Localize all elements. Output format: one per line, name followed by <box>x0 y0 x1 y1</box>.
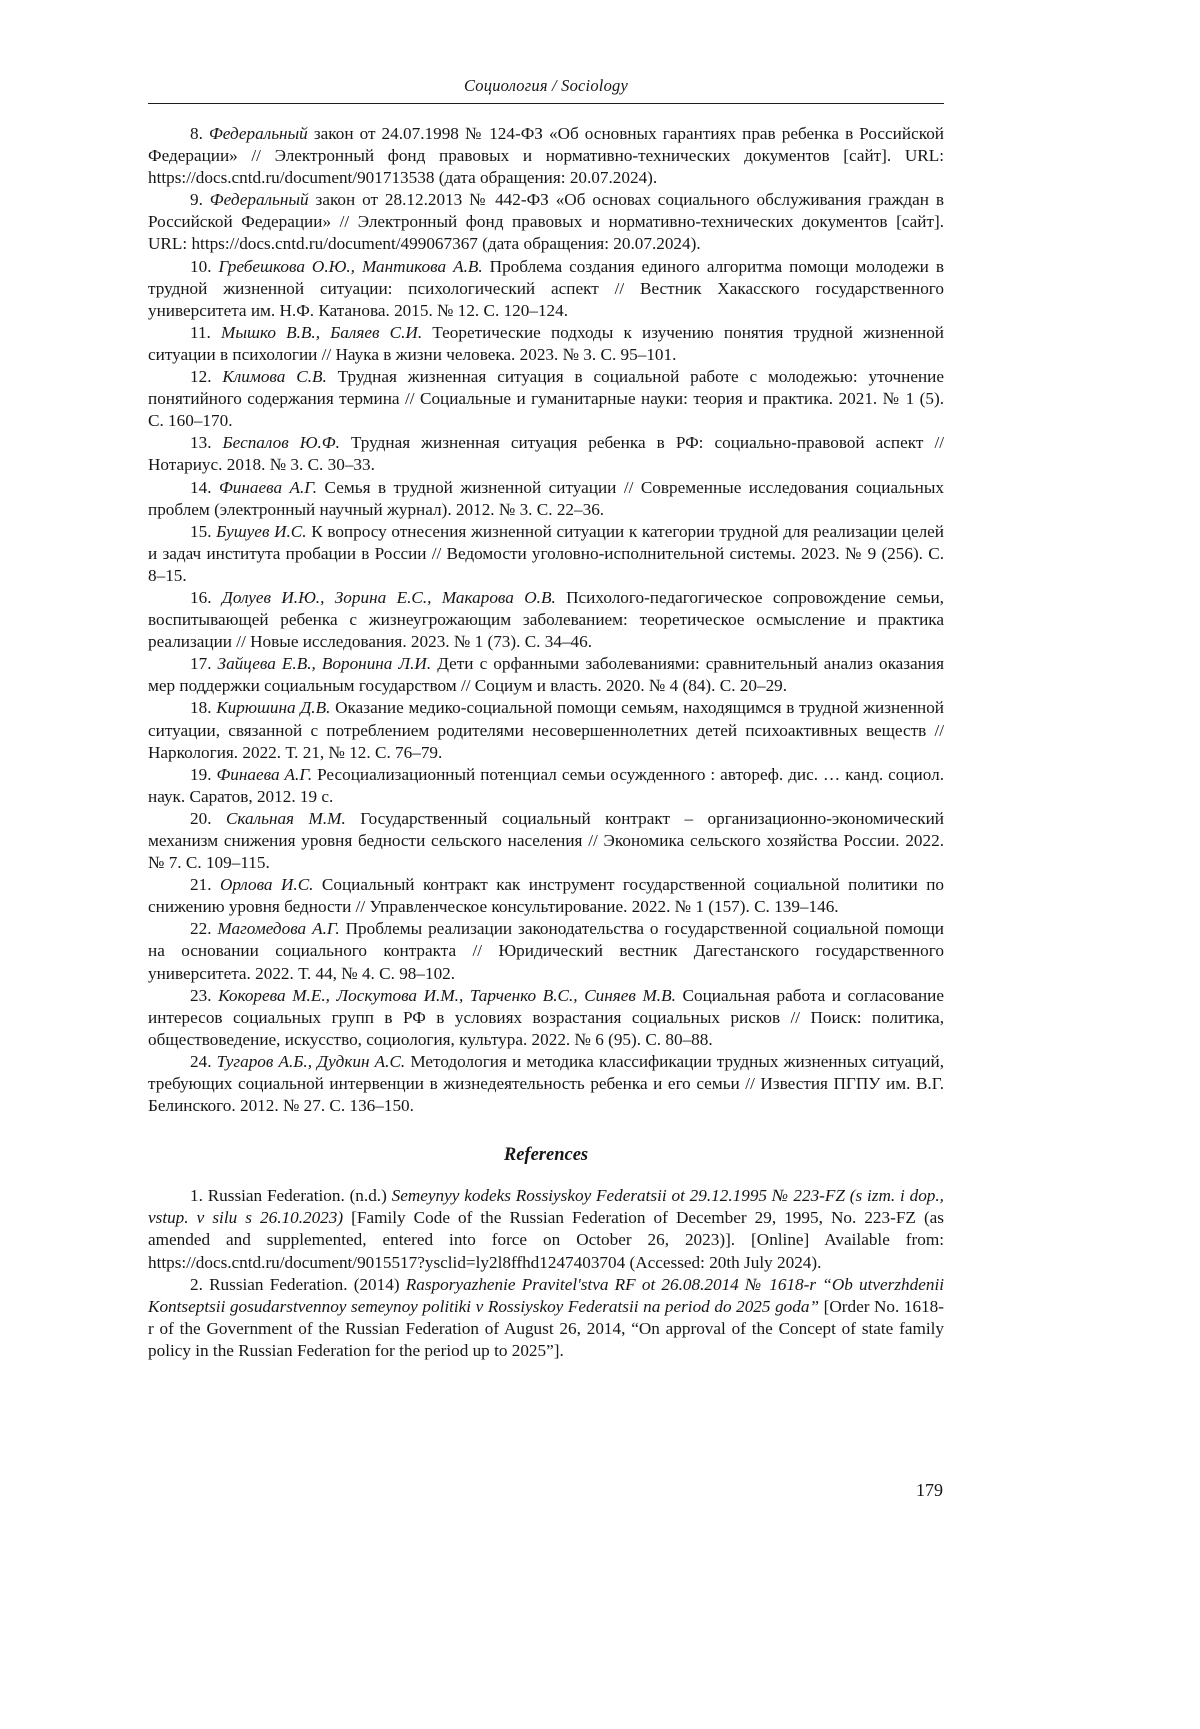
reference-lead: 16. <box>190 587 212 607</box>
reference-item <box>148 189 944 255</box>
reference-item <box>148 432 944 476</box>
reference-item <box>148 521 944 587</box>
reference-authors: Тугаров А.Б., Дудкин А.С. <box>211 1051 406 1071</box>
page-content <box>148 0 944 1362</box>
reference-item <box>148 1051 944 1117</box>
reference-lead: 22. <box>190 919 212 939</box>
reference-text: Дети с орфанными заболеваниями: сравнительный анализ оказания мер поддержки социальным государством // Социум и власть. 2020. № 4 (84). С. 20–29. <box>148 654 945 696</box>
reference-text: Государственный социальный контракт – организационно-экономический механизм снижения уровня бедности сельского населения // Экономика сельского хозяйства России. 2022. № 7. С. 109–115. <box>148 808 944 873</box>
references-heading: References <box>503 1145 589 1166</box>
reference-lead: 15. <box>190 521 212 541</box>
reference-item <box>148 1185 944 1273</box>
reference-text: Психолого-педагогическое сопровождение семьи, воспитывающей ребенка с жизнеугрожающим заболеванием: теоретическое осмысление и практика реализации // Новые исследования. 2023. № 1 (73). С. 34–46. <box>148 587 944 652</box>
reference-text: [Family Code of the Russian Federation of December 29, 1995, No. 223-FZ (as amended and supplemented, entered into force on October 26, 2023)]. [Online] Available from: https://docs.cntd.ru/document/9015517?ysclid=ly2l8ffhd1247403704 (Accessed: 20th July 2024). <box>148 1208 944 1272</box>
reference-lead: 8. <box>190 124 203 143</box>
reference-authors: Гребешкова О.Ю., Мантикова А.В. <box>211 256 483 276</box>
reference-authors: Скальная М.М. <box>211 808 346 828</box>
reference-item <box>148 1274 944 1362</box>
reference-text: Социальная работа и согласование интересов социальных групп в РФ в условиях возрастания социальных рисков // Поиск: политика, обществоведение, искусство, социология, культура. 2022. № 6 (95). С. 80–88. <box>148 985 944 1049</box>
reference-lead: 18. <box>190 698 212 718</box>
reference-lead: 11. <box>190 322 211 342</box>
reference-text: Трудная жизненная ситуация ребенка в РФ: социально-правовой аспект // Нотариус. 2018. № 3. С. 30–33. <box>148 433 944 475</box>
reference-lead: 2. Russian Federation. (2014) <box>190 1274 400 1294</box>
reference-lead: 24. <box>190 1051 212 1071</box>
reference-item <box>148 985 944 1051</box>
reference-item <box>148 477 944 521</box>
reference-item <box>148 808 944 874</box>
reference-item <box>148 256 944 322</box>
reference-authors: Зайцева Е.В., Воронина Л.И. <box>211 654 432 674</box>
reference-text: К вопросу отнесения жизненной ситуации к категории трудной для реализации целей и задач института пробации в России // Ведомости уголовно-исполнительной системы. 2023. № 9 (256). С. 8–15. <box>148 521 944 585</box>
reference-authors: Мышко В.В., Баляев С.И. <box>210 322 423 342</box>
reference-authors: Орлова И.С. <box>211 875 314 895</box>
english-references-list <box>148 1185 944 1362</box>
reference-italic-part: Semeynyy kodeks Rossiyskoy Federatsii ot 29.12.1995 № 223-FZ (s izm. i dop., vstup. v silu s 26.10.2023) <box>148 1186 944 1228</box>
reference-authors: Финаева А.Г. <box>211 764 313 784</box>
reference-text: Семья в трудной жизненной ситуации // Современные исследования социальных проблем (электронный научный журнал). 2012. № 3. С. 22–36. <box>148 477 944 519</box>
page-number: 179 <box>916 1480 943 1500</box>
reference-text: закон от 24.07.1998 № 124-ФЗ «Об основных гарантиях прав ребенка в Российской Федерации» // Электронный фонд правовых и нормативно-технических документов [сайт]. URL: https://docs.cntd.ru/document/901713538 (дата обращения: 20.07.2024). <box>148 124 944 188</box>
reference-lead: 1. Russian Federation. (n.d.) <box>190 1186 387 1206</box>
reference-authors: Кирюшина Д.В. <box>211 698 331 718</box>
reference-authors: Финаева А.Г. <box>211 477 318 497</box>
reference-text: Ресоциализационный потенциал семьи осужденного : автореф. дис. … канд. социол. наук. Саратов, 2012. 19 с. <box>148 764 944 806</box>
running-head-title: Социология / Sociology <box>463 76 628 95</box>
reference-item <box>148 366 944 432</box>
russian-references-list <box>148 123 944 1117</box>
reference-lead: 19. <box>190 764 212 784</box>
reference-text: Методология и методика классификации трудных жизненных ситуаций, требующих социальной интервенции в жизнедеятельность ребенка и его семьи // Известия ПГПУ им. В.Г. Белинского. 2012. № 27. С. 136–150. <box>148 1051 944 1116</box>
reference-lead: 17. <box>190 654 212 674</box>
reference-text: Проблемы реализации законодательства о государственной социальной помощи на основании социального контракта // Юридический вестник Дагестанского государственного университета. 2022. Т. 44, № 4. С. 98–102. <box>148 919 944 983</box>
reference-lead: 10. <box>190 256 212 276</box>
reference-authors: Беспалов Ю.Ф. <box>211 433 340 453</box>
reference-authors: Климова С.В. <box>211 367 327 387</box>
running-head <box>148 76 944 104</box>
reference-authors: Кокорева М.Е., Лоскутова И.М., Тарченко В.С., Синяев М.В. <box>211 985 676 1005</box>
reference-text: Теоретические подходы к изучению понятия трудной жизненной ситуации в психологии // Наука в жизни человека. 2023. № 3. С. 95–101. <box>148 322 944 364</box>
reference-text: Проблема создания единого алгоритма помощи молодежи в трудной жизненной ситуации: психологический аспект // Вестник Хакасского государственного университета им. Н.Ф. Катанова. 2015. № 12. С. 120–124. <box>148 256 944 320</box>
reference-item <box>148 697 944 763</box>
reference-item <box>148 653 944 697</box>
reference-italic-part: Федеральный <box>202 124 308 143</box>
reference-authors: Долуев И.Ю., Зорина Е.С., Макарова О.В. <box>211 587 556 607</box>
reference-lead: 13. <box>190 433 212 453</box>
reference-text: Трудная жизненная ситуация в социальной работе с молодежью: уточнение понятийного содержания термина // Социальные и гуманитарные науки: теория и практика. 2021. № 1 (5). С. 160–170. <box>148 367 944 431</box>
reference-text: Оказание медико-социальной помощи семьям, находящимся в трудной жизненной ситуации, связанной с потреблением родителями несовершеннолетних детей психоактивных веществ // Наркология. 2022. Т. 21, № 12. С. 76–79. <box>148 698 945 762</box>
reference-lead: 21. <box>190 875 212 895</box>
reference-lead: 23. <box>190 985 212 1005</box>
reference-item <box>148 123 944 189</box>
reference-item <box>148 874 944 918</box>
reference-text: Социальный контракт как инструмент государственной социальной политики по снижению уровня бедности // Управленческое консультирование. 2022. № 1 (157). С. 139–146. <box>148 875 944 917</box>
reference-text: [Order No. 1618-r of the Government of the Russian Federation of August 26, 2014, “On approval of the Concept of state family policy in the Russian Federation for the period up to 2025”]. <box>148 1296 944 1360</box>
reference-item <box>148 322 944 366</box>
reference-authors: Бушуев И.С. <box>211 521 307 541</box>
reference-lead: 12. <box>190 367 212 387</box>
reference-lead: 14. <box>190 477 212 497</box>
reference-item <box>148 764 944 808</box>
reference-item <box>148 918 944 984</box>
reference-item <box>148 587 944 653</box>
reference-authors: Магомедова А.Г. <box>211 919 340 939</box>
reference-italic-part: Федеральный <box>202 190 309 210</box>
reference-text: закон от 28.12.2013 № 442-ФЗ «Об основах социального обслуживания граждан в Российской Федерации» // Электронный фонд правовых и нормативно-технических документов [сайт]. URL: https://docs.cntd.ru/document/499067367 (дата обращения: 20.07.2024). <box>148 190 944 254</box>
reference-italic-part: Rasporyazhenie Pravitel'stva RF ot 26.08.2014 № 1618-r “Ob utverzhdenii Kontseptsii gosudarstvennoy semeynoy politiki v Rossiyskoy Federatsii na period do 2025 goda” <box>148 1274 944 1316</box>
reference-lead: 20. <box>190 808 212 828</box>
reference-lead: 9. <box>190 190 203 210</box>
